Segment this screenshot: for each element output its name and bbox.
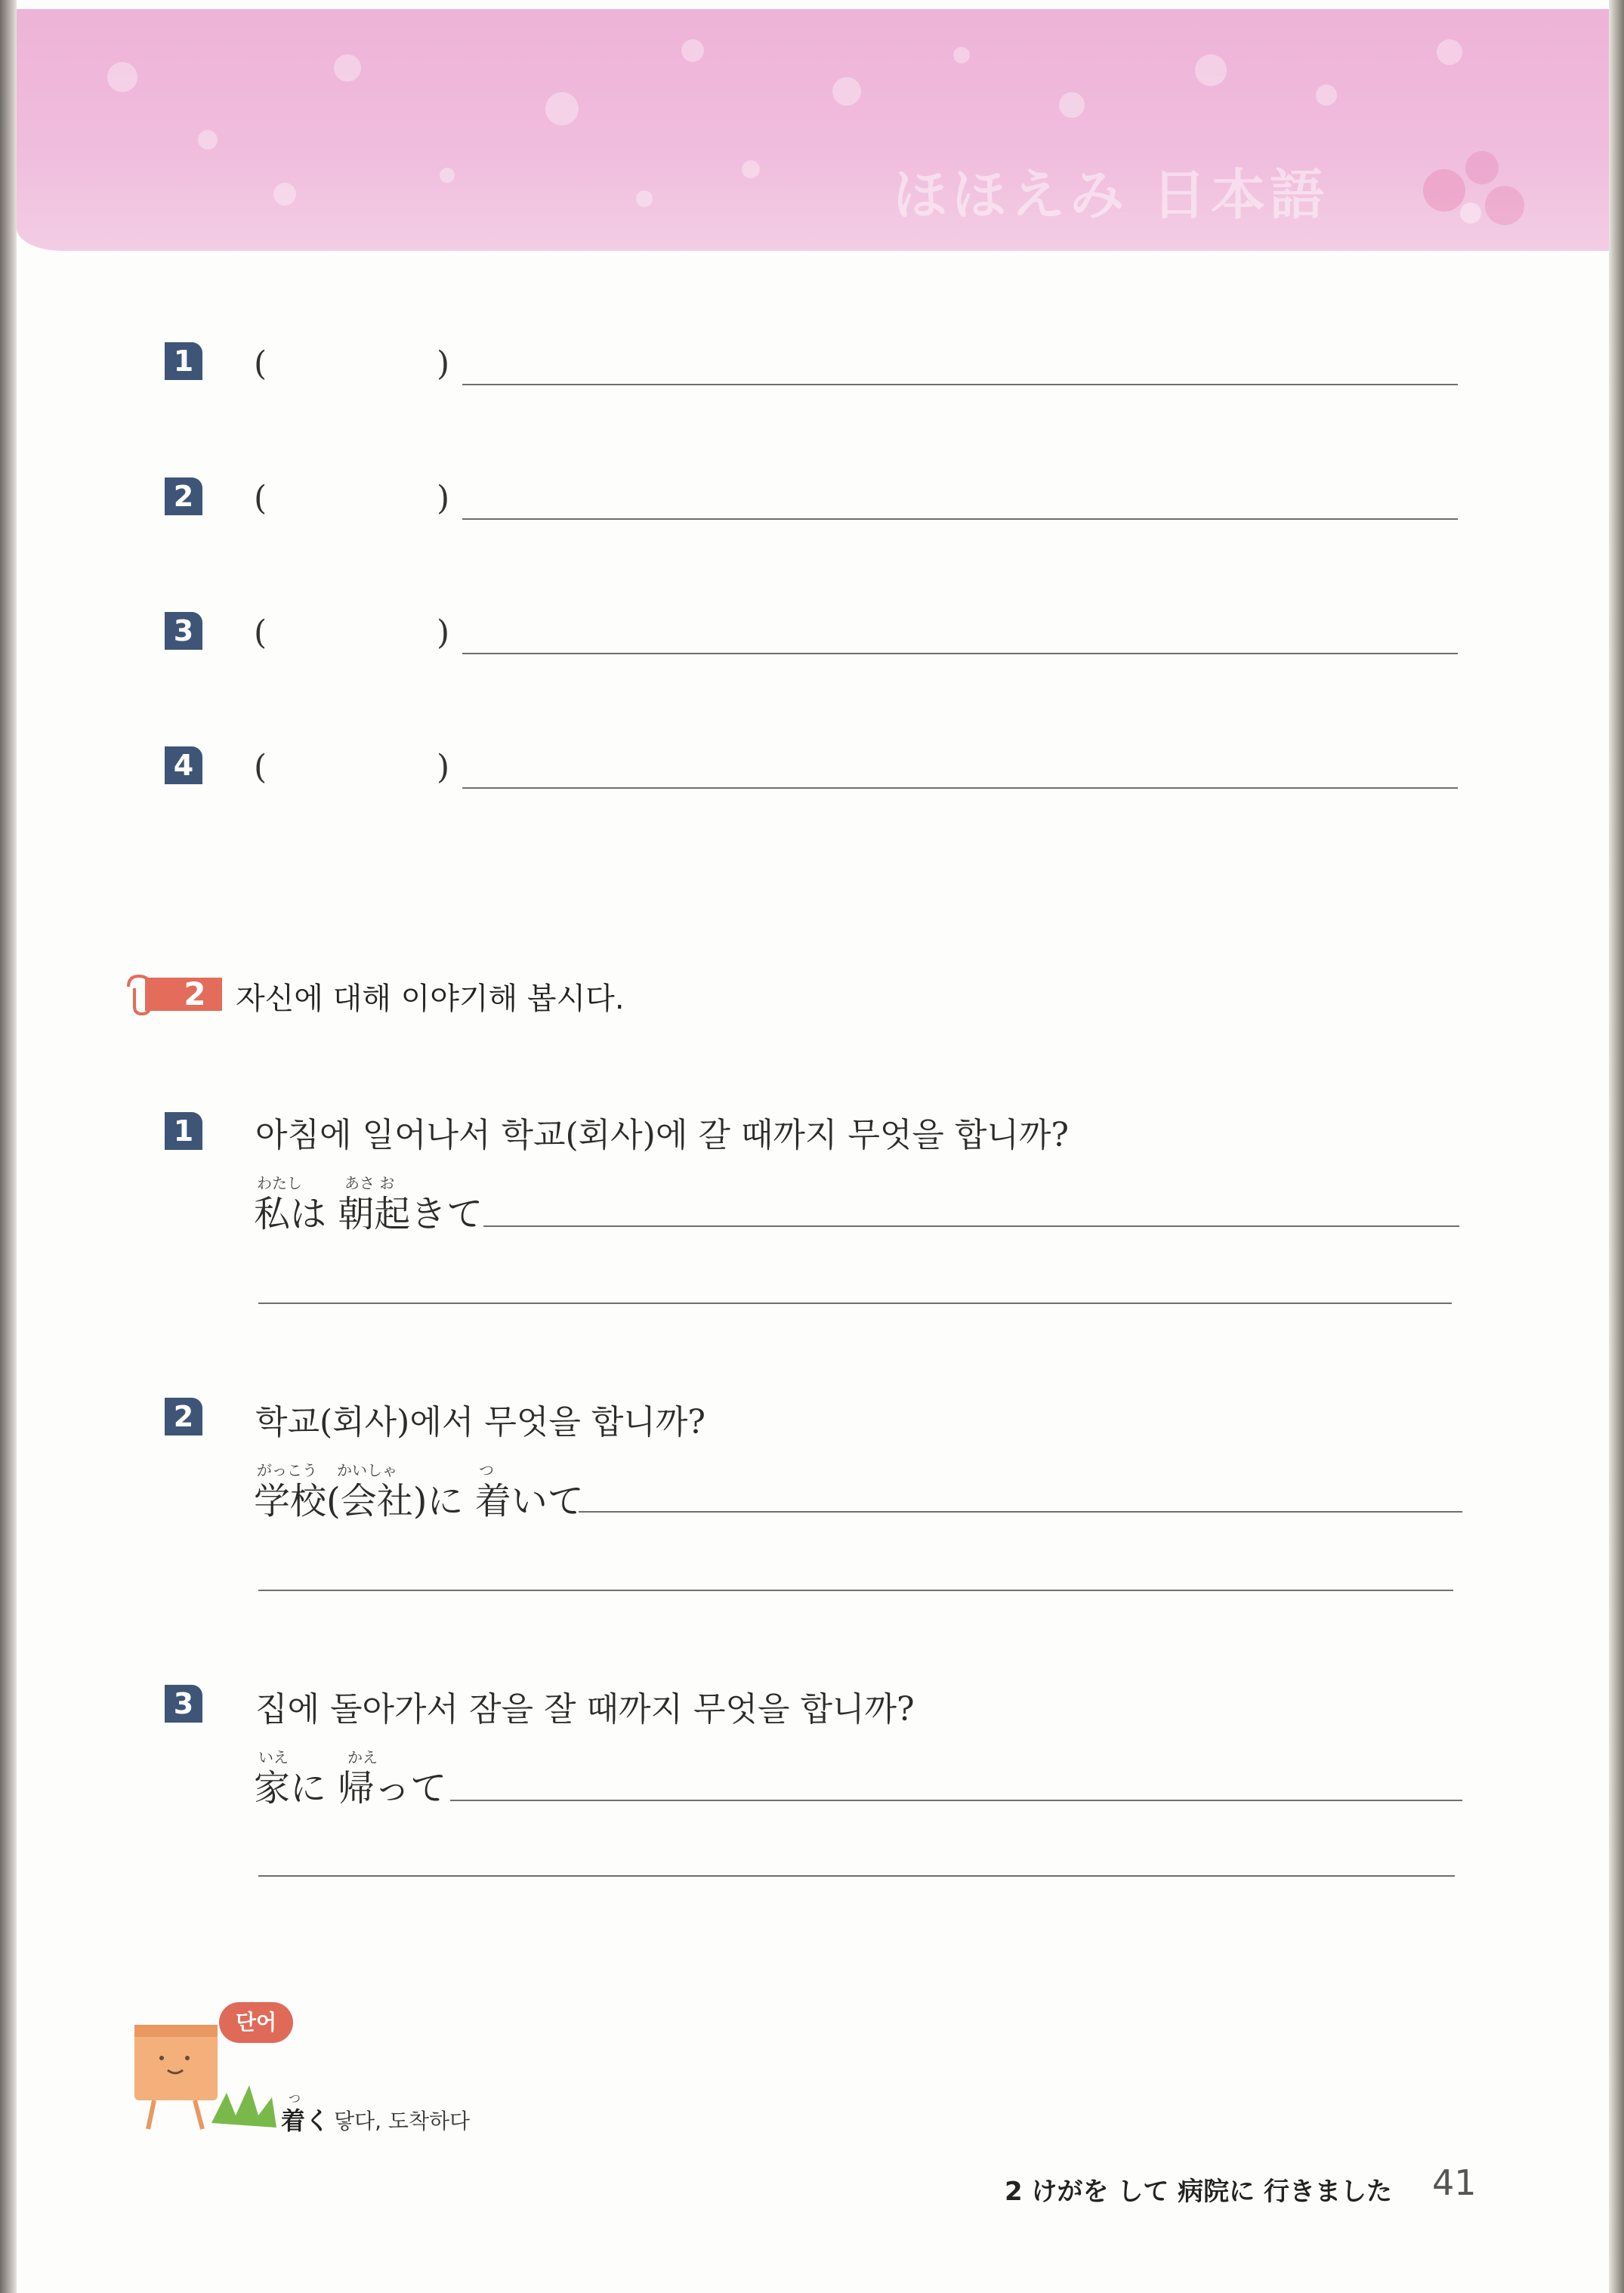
- answer-line[interactable]: [462, 653, 1458, 654]
- chapter-title: 2 けがを して 病院に 行きました: [1005, 2177, 1393, 2207]
- open-paren: (: [254, 613, 267, 652]
- item-number-badge: 3: [165, 612, 202, 650]
- page-number: 41: [1432, 2162, 1477, 2203]
- item-number-badge: 2: [165, 477, 202, 515]
- question-number-badge: 2: [165, 1398, 202, 1435]
- question-number-badge: 1: [165, 1112, 202, 1150]
- answer-line[interactable]: [462, 384, 1458, 385]
- furigana: かえ: [347, 1748, 378, 1766]
- answer-prompt: 私は 朝起きて: [254, 1193, 483, 1235]
- question-text: 아침에 일어나서 학교(회사)에 갈 때까지 무엇을 합니까?: [255, 1116, 1069, 1154]
- section-title: 자신에 대해 이야기해 봅시다.: [236, 981, 625, 1016]
- vocab-term: 着く: [281, 2106, 330, 2135]
- item-number-badge: 4: [165, 746, 202, 784]
- furigana: わたし: [257, 1174, 302, 1192]
- furigana: がっこう: [257, 1461, 317, 1479]
- answer-line[interactable]: [258, 1875, 1455, 1877]
- answer-prompt: 学校(会社)に 着いて: [254, 1480, 584, 1522]
- banner-title: ほほえみ 日本語: [893, 163, 1329, 227]
- vocab-definition: 닿다, 도착하다: [334, 2109, 471, 2134]
- furigana: いえ: [258, 1748, 289, 1766]
- open-paren: (: [254, 479, 267, 518]
- question-text: 학교(회사)에서 무엇을 합니까?: [255, 1403, 705, 1442]
- furigana: かいしゃ: [337, 1461, 397, 1479]
- page-edge: [1609, 0, 1624, 2293]
- item-number-badge: 1: [165, 342, 202, 380]
- answer-line[interactable]: [579, 1511, 1462, 1513]
- answer-line[interactable]: [258, 1303, 1452, 1304]
- question-number-badge: 3: [165, 1685, 202, 1723]
- question-text: 집에 돌아가서 잠을 잘 때까지 무엇을 합니까?: [255, 1690, 915, 1729]
- answer-line[interactable]: [462, 518, 1458, 520]
- answer-line[interactable]: [483, 1225, 1459, 1227]
- section-number: 2: [184, 975, 206, 1012]
- close-paren: ): [437, 479, 450, 518]
- book-spine-shadow: [0, 0, 17, 2293]
- vocab-label: 단어: [219, 2002, 293, 2043]
- answer-line[interactable]: [450, 1800, 1462, 1801]
- close-paren: ): [437, 613, 450, 652]
- header-banner: [17, 9, 1609, 251]
- vocab-furigana: つ: [289, 2091, 301, 2106]
- answer-prompt: 家に 帰って: [254, 1767, 447, 1809]
- answer-line[interactable]: [462, 787, 1458, 789]
- open-paren: (: [254, 345, 267, 383]
- close-paren: ): [437, 345, 450, 383]
- furigana: あさ お: [344, 1174, 395, 1192]
- answer-line[interactable]: [258, 1590, 1453, 1591]
- close-paren: ): [437, 748, 450, 786]
- flower-decoration-icon: [1399, 122, 1542, 236]
- open-paren: (: [254, 748, 267, 786]
- furigana: つ: [479, 1461, 494, 1479]
